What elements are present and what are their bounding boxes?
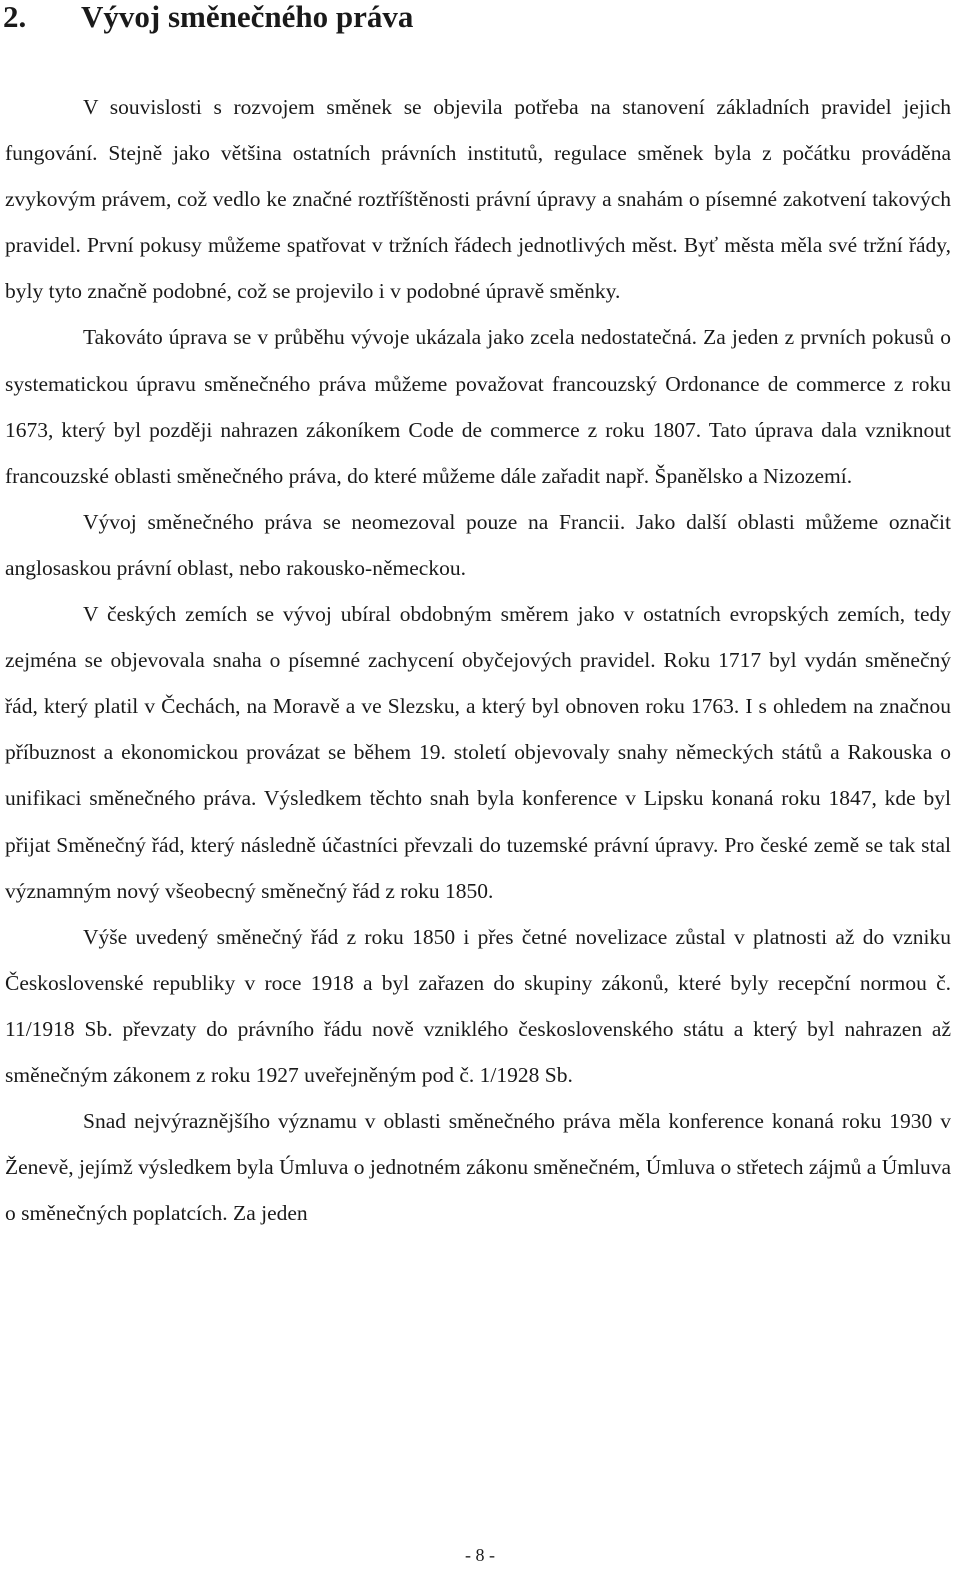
paragraph: Vývoj směnečného práva se neomezoval pouze na Francii. Jako další oblasti můžeme označit anglosaskou právní oblast, nebo rakousko-německou. [5,509,951,580]
section-title: Vývoj směnečného práva [81,0,414,34]
paragraph: Výše uvedený směnečný řád z roku 1850 i přes četné novelizace zůstal v platnosti až do vzniku Československé republiky v roce 1918 a byl zařazen do skupiny zákonů, které byly recepční normou č. 11/1918 Sb. převzaty do právního řádu nově vzniklého československého státu a který byl nahrazen až směnečným zákonem z roku 1927 uveřejněným pod č. 1/1928 Sb. [5,924,951,1087]
paragraph: Snad nejvýraznějšího významu v oblasti směnečného práva měla konference konaná roku 1930 v Ženevě, jejímž výsledkem byla Úmluva o jednotném zákonu směnečném, Úmluva o střetech zájmů a Úmluva o směnečných poplatcích. Za jeden [5,1109,951,1226]
paragraph: V souvislosti s rozvojem směnek se objevila potřeba na stanovení základních pravidel jejich fungování. Stejně jako většina ostatních právních institutů, regulace směnek byla z počátku prováděna zvykovým právem, což vedlo ke značné roztříštěnosti právní úpravy a snahám o písemné zakotvení takových pravidel. První pokusy můžeme spatřovat v tržních řádech jednotlivých měst. Byť města měla své tržní řády, byly tyto značně podobné, což se projevilo i v podobné úpravě směnky. [5,95,951,304]
paragraph: Takováto úprava se v průběhu vývoje ukázala jako zcela nedostatečná. Za jeden z prvních pokusů o systematickou úpravu směnečného práva můžeme považovat francouzský Ordonance de commerce z roku 1673, který byl později nahrazen zákoníkem Code de commerce z roku 1807. Tato úprava dala vzniknout francouzské oblasti směnečného práva, do které můžeme dále zařadit např. Španělsko a Nizozemí. [5,325,951,488]
section-heading [3,0,413,34]
body-text [5,84,951,1236]
page-number: - 8 - [465,1545,495,1565]
section-number: 2. [3,0,27,34]
paragraph: V českých zemích se vývoj ubíral obdobným směrem jako v ostatních evropských zemích, tedy zejména se objevovala snaha o písemné zachycení obyčejových pravidel. Roku 1717 byl vydán směnečný řád, který platil v Čechách, na Moravě a ve Slezsku, a který byl obnoven roku 1763. I s ohledem na značnou příbuznost a ekonomickou provázat se během 19. století objevovaly snahy německých států a Rakouska o unifikaci směnečného práva. Výsledkem těchto snah byla konference v Lipsku konaná roku 1847, kde byl přijat Směnečný řád, který následně účastníci převzali do tuzemské právní úpravy. Pro české země se tak stal významným nový všeobecný směnečný řád z roku 1850. [5,602,951,903]
